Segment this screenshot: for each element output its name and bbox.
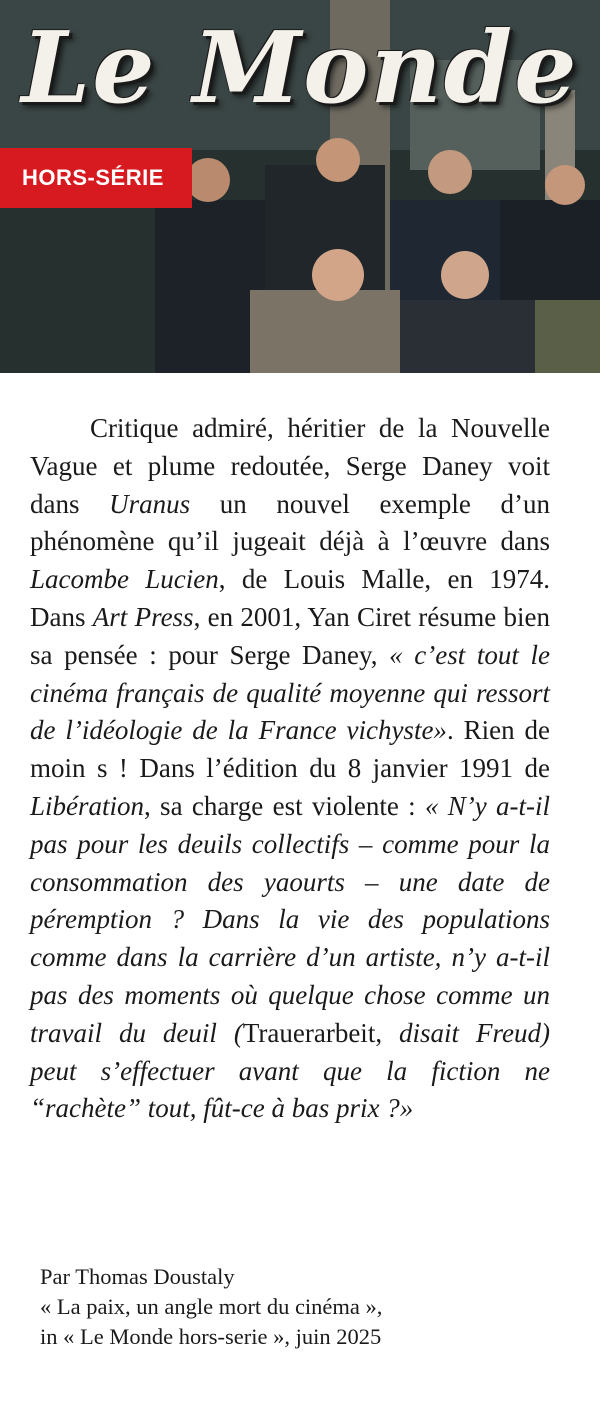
article-segment: , en 2001, Yan Ciret résume bien sa pensée : pour Serge Daney,	[30, 601, 551, 670]
article-italic-segment: disait Freud) peut s’effectuer avant que la fiction ne “rachète” tout, fût-ce à bas prix ?»	[30, 1017, 550, 1124]
article-segment: Critique admiré, héritier de la Nouvelle Vague et plume redoutée, Serge Daney voit dans	[30, 413, 550, 519]
article-italic-segment: « N’y a-t-il pas pour les deuils collectifs – comme pour la consommation des yaourts – une date de péremption ? Dans la vie des populations comme dans la carrière d’un artiste, n’y a-t-il pas des moments où quelque chose comme un travail du deuil (	[30, 790, 550, 1048]
le-monde-logo: Le Monde	[21, 11, 579, 126]
article-paragraph	[30, 410, 550, 1128]
credit-author: Par Thomas Doustaly	[40, 1264, 235, 1289]
article-italic-segment: Art Press	[92, 601, 194, 632]
article-credit	[40, 1262, 580, 1352]
article-italic-segment: Libération	[30, 790, 145, 821]
article-italic-segment: Lacombe Lucien	[30, 564, 219, 595]
article-italic-segment: Uranus	[109, 488, 191, 519]
article-segment: Trauerarbeit,	[242, 1017, 400, 1048]
article-segment: , sa charge est violente :	[144, 790, 425, 821]
hors-serie-badge: HORS-SÉRIE	[0, 148, 192, 208]
cover-photo	[0, 0, 600, 373]
article-text	[30, 410, 550, 1128]
article-segment: un nouvel exemple d’un phénomène qu’il jugeait déjà à l’œuvre dans	[30, 488, 550, 557]
article-segment: , de Louis Malle, en 1974. Dans	[30, 564, 551, 632]
credit-title: « La paix, un angle mort du cinéma »,	[40, 1294, 383, 1319]
credit-source: in « Le Monde hors-serie », juin 2025	[40, 1324, 382, 1349]
article-italic-segment: « c’est tout le cinéma français de qualité moyenne qui ressort de l’idéologie de la France vichyste»	[30, 639, 550, 746]
article-segment: . Rien de moin s ! Dans l’édition du 8 janvier 1991 de	[30, 715, 550, 784]
